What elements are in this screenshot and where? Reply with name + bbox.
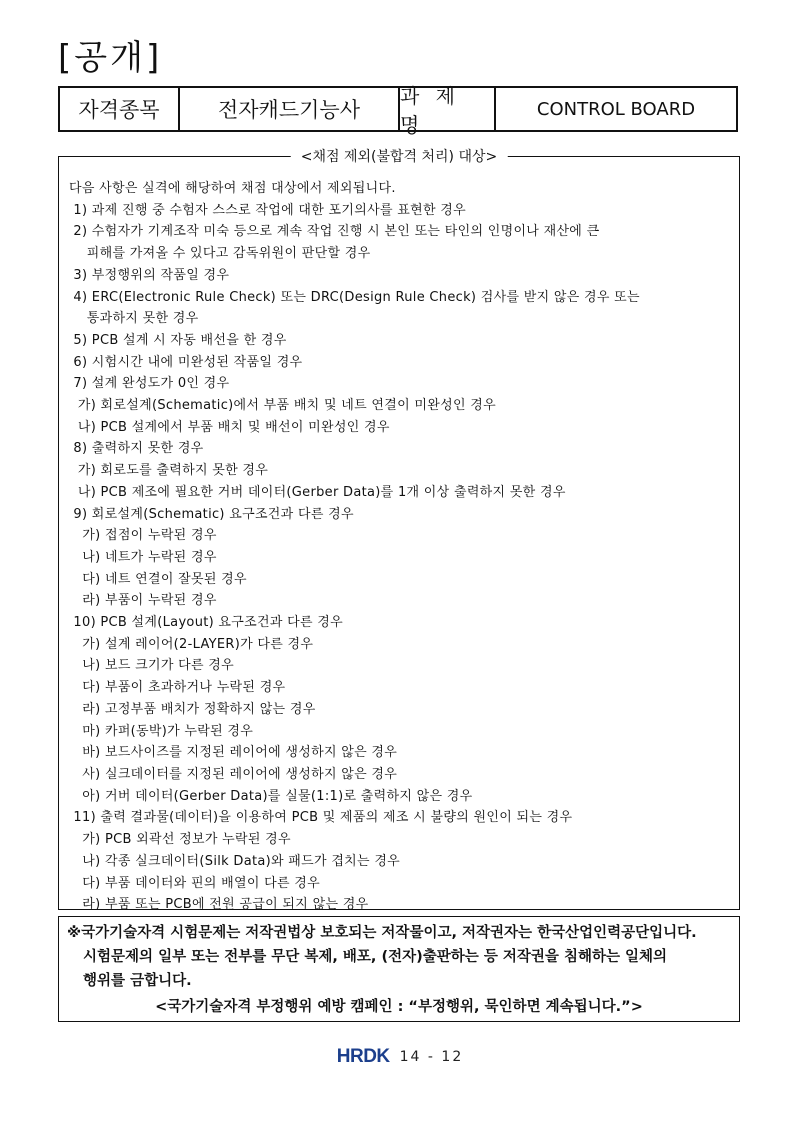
criteria-line: 다) 네트 연결이 잘못된 경우 <box>69 571 247 587</box>
criteria-line: 마) 카퍼(동박)가 누락된 경우 <box>69 723 254 739</box>
criteria-line: 나) PCB 제조에 필요한 거버 데이터(Gerber Data)를 1개 이상 출력하지 못한 경우 <box>69 484 566 500</box>
hrdk-logo: HRDK <box>336 1046 390 1067</box>
criteria-line: 라) 부품이 누락된 경우 <box>69 593 217 609</box>
criteria-line: 라) 부품 또는 PCB에 전원 공급이 되지 않는 경우 <box>69 897 369 913</box>
notice-line-3: 행위를 금합니다. <box>83 973 192 989</box>
criteria-list <box>69 178 731 916</box>
criteria-line: 다) 부품 데이터와 핀의 배열이 다른 경우 <box>69 875 320 891</box>
criteria-line: 바) 보드사이즈를 지정된 레이어에 생성하지 않은 경우 <box>69 745 398 761</box>
criteria-title: <채점 제외(불합격 처리) 대상> <box>291 146 508 166</box>
public-tag: [공개] <box>58 38 163 78</box>
criteria-line: 나) 각종 실크데이터(Silk Data)와 패드가 겹치는 경우 <box>69 853 401 869</box>
criteria-line: 다음 사항은 실격에 해당하여 채점 대상에서 제외됩니다. <box>69 181 396 196</box>
criteria-line: 아) 거버 데이터(Gerber Data)를 실물(1:1)로 출력하지 않은 경우 <box>69 788 473 804</box>
task-label: 과 제 명 <box>400 88 496 130</box>
field-value: 전자캐드기능사 <box>180 88 400 130</box>
info-table <box>58 84 738 137</box>
notice-line-2: 시험문제의 일부 또는 전부를 무단 복제, 배포, (전자)출판하는 등 저작권을 침해하는 일체의 <box>83 949 668 965</box>
criteria-line: 6) 시험시간 내에 미완성된 작품일 경우 <box>69 354 303 370</box>
criteria-line: 피해를 가져올 수 있다고 감독위원이 판단할 경우 <box>69 246 371 262</box>
criteria-line: 5) PCB 설계 시 자동 배선을 한 경우 <box>69 332 287 348</box>
criteria-line: 7) 설계 완성도가 0인 경우 <box>69 376 230 392</box>
criteria-line: 11) 출력 결과물(데이터)을 이용하여 PCB 및 제품의 제조 시 불량의 원인이 되는 경우 <box>69 810 573 826</box>
criteria-line: 9) 회로설계(Schematic) 요구조건과 다른 경우 <box>69 506 354 522</box>
criteria-line: 3) 부정행위의 작품일 경우 <box>69 267 230 283</box>
task-value: CONTROL BOARD <box>536 98 696 120</box>
notice-line-1: ※국가기술자격 시험문제는 저작권법상 보호되는 저작물이고, 저작권자는 한국산업인력공단입니다. <box>67 925 697 941</box>
field-label: 자격종목 <box>60 88 180 130</box>
disqualification-criteria-box <box>58 149 740 913</box>
page-number: 14 - 12 <box>399 1049 464 1065</box>
criteria-line: 나) 네트가 누락된 경우 <box>69 549 217 565</box>
criteria-line: 가) 회로설계(Schematic)에서 부품 배치 및 네트 연결이 미완성인 경우 <box>69 398 496 414</box>
criteria-line: 다) 부품이 초과하거나 누락된 경우 <box>69 680 286 696</box>
criteria-line: 가) 회로도를 출력하지 못한 경우 <box>69 463 269 479</box>
criteria-line: 통과하지 못한 경우 <box>69 311 199 327</box>
page-footer <box>0 1046 800 1068</box>
criteria-line: 가) 설계 레이어(2-LAYER)가 다른 경우 <box>69 636 314 652</box>
criteria-line: 라) 고정부품 배치가 정확하지 않는 경우 <box>69 701 316 717</box>
criteria-line: 2) 수험자가 기계조작 미숙 등으로 계속 작업 진행 시 본인 또는 타인의 인명이나 재산에 큰 <box>69 224 600 240</box>
criteria-line: 10) PCB 설계(Layout) 요구조건과 다른 경우 <box>69 615 344 631</box>
criteria-line: 4) ERC(Electronic Rule Check) 또는 DRC(Design Rule Check) 검사를 받지 않은 경우 또는 <box>69 289 640 305</box>
criteria-line: 나) 보드 크기가 다른 경우 <box>69 658 234 674</box>
criteria-line: 사) 실크데이터를 지정된 레이어에 생성하지 않은 경우 <box>69 766 398 782</box>
copyright-notice-box <box>58 916 740 1022</box>
criteria-line: 나) PCB 설계에서 부품 배치 및 배선이 미완성인 경우 <box>69 419 390 435</box>
criteria-line: 8) 출력하지 못한 경우 <box>69 441 204 457</box>
criteria-line: 1) 과제 진행 중 수험자 스스로 작업에 대한 포기의사를 표현한 경우 <box>69 202 467 218</box>
criteria-line: 가) 접점이 누락된 경우 <box>69 528 217 544</box>
campaign-slogan: <국가기술자격 부정행위 예방 캠페인 : “부정행위, 묵인하면 계속됩니다.”> <box>155 999 643 1015</box>
criteria-line: 가) PCB 외곽선 정보가 누락된 경우 <box>69 832 291 848</box>
